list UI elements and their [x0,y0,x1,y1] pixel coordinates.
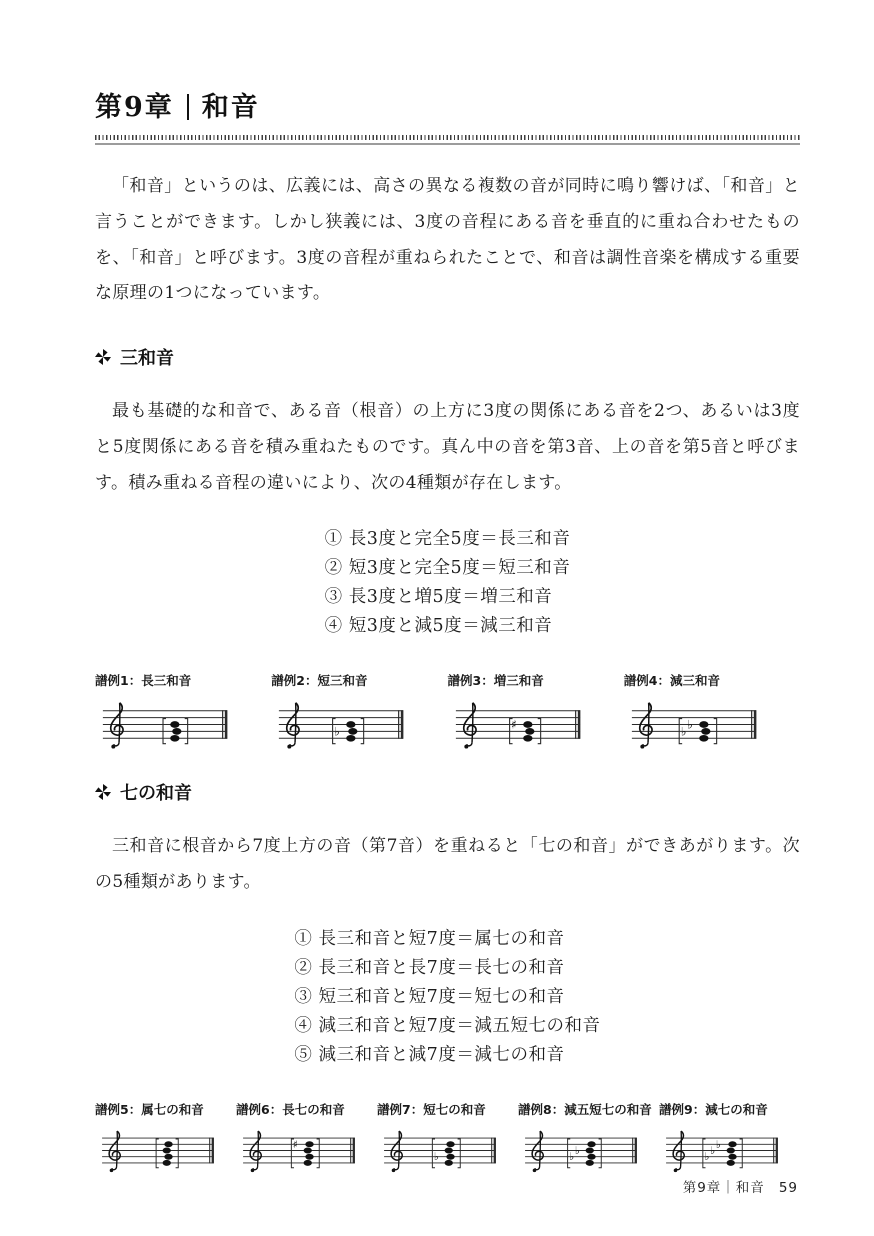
chord-type-item: ③ 長3度と増5度＝増三和音 [324,587,553,608]
pinwheel-icon [95,784,111,800]
music-staff [659,1125,800,1176]
svg-text:♭: ♭ [569,1150,575,1164]
music-staff [271,696,447,753]
section-seventh-chords [95,779,800,1176]
section-heading-label: 三和音 [120,348,174,370]
score-example-label: 譜例7：短七の和音 [377,1102,486,1117]
svg-text:♭: ♭ [680,724,687,739]
score-example [448,671,624,753]
chord-type-item: ① 長3度と完全5度＝長三和音 [324,529,571,550]
svg-text:♯: ♯ [292,1137,298,1151]
pinwheel-icon [95,349,111,365]
section-heading [95,344,800,370]
title-divider [187,94,189,120]
music-staff [624,696,800,753]
chord-type-item: ④ 減三和音と短7度＝減五短七の和音 [294,1015,601,1036]
chapter-name: 和音 [201,92,260,123]
score-example [95,1100,236,1176]
score-example [659,1100,800,1176]
score-example-label: 譜例4：減三和音 [623,673,720,689]
svg-text:♭: ♭ [687,717,693,732]
section-heading-label: 七の和音 [120,783,192,805]
score-example [95,671,271,753]
score-example [624,671,800,753]
footer-chapter: 第9章｜和音 [682,1180,765,1196]
score-example-label: 譜例9：減七の和音 [659,1102,768,1117]
score-example-label: 譜例6：長七の和音 [236,1102,345,1117]
title-solid-rule [95,143,800,145]
section-body: 最も基礎的な和音で、ある音（根音）の上方に3度の関係にある音を2つ、あるいは3度と5度関係にある音を積み重ねたものです。真ん中の音を第3音、上の音を第5音と呼びます。積み重ねる音程の違いにより、次の4種類が存在します。 [95,401,800,493]
chapter-number: 第9章 [95,92,174,123]
chord-type-item: ③ 短三和音と短7度＝短七の和音 [294,986,565,1007]
triad-type-list [325,525,571,641]
music-staff [518,1125,659,1176]
score-example-label: 譜例2：短三和音 [271,673,368,689]
music-staff [236,1125,377,1176]
svg-text:♯: ♯ [510,717,517,732]
score-example [236,1100,377,1176]
intro-paragraph: 「和音」というのは、広義には、高さの異なる複数の音が同時に鳴り響けば、「和音」と言うことができます。しかし狭義には、3度の音程にある音を垂直的に重ね合わせたものを、「和音」と呼びます。3度の音程が重ねられたことで、和音は調性音楽を構成する重要な原理の1つになっています。 [95,176,800,304]
svg-text:♭: ♭ [334,724,341,739]
score-example-row [95,671,800,753]
score-example-label: 譜例3：増三和音 [447,673,544,689]
chord-type-item: ② 短3度と完全5度＝短三和音 [324,558,571,579]
chord-type-item: ⑤ 減三和音と減7度＝減七の和音 [294,1044,565,1065]
title-dotted-rule [95,135,800,140]
seventh-type-list [294,925,600,1070]
svg-text:♭: ♭ [574,1144,580,1158]
svg-text:♭: ♭ [715,1137,721,1151]
music-staff [95,1125,236,1176]
svg-text:♭: ♭ [433,1150,439,1164]
music-staff [95,696,271,753]
music-staff [377,1125,518,1176]
chord-type-item: ② 長三和音と長7度＝長七の和音 [294,957,565,978]
score-example [271,671,447,753]
score-example-label: 譜例8：減五短七の和音 [518,1102,652,1117]
chord-type-item: ① 長三和音と短7度＝属七の和音 [294,928,565,949]
chord-type-item: ④ 短3度と減5度＝減三和音 [324,616,553,637]
chapter-title [95,92,800,124]
section-heading [95,779,800,805]
section-body: 三和音に根音から7度上方の音（第7音）を重ねると「七の和音」ができあがります。次の5種類があります。 [95,836,800,893]
music-staff [448,696,624,753]
score-example [377,1100,518,1176]
score-example-label: 譜例5：属七の和音 [95,1102,204,1117]
score-example-label: 譜例1：長三和音 [95,673,192,689]
score-example [518,1100,659,1176]
page-footer [683,1176,798,1196]
section-triads [95,344,800,753]
page-number: 59 [778,1180,798,1196]
svg-text:♭: ♭ [704,1150,710,1164]
score-example-row [95,1100,800,1176]
svg-text:♭: ♭ [710,1144,716,1158]
